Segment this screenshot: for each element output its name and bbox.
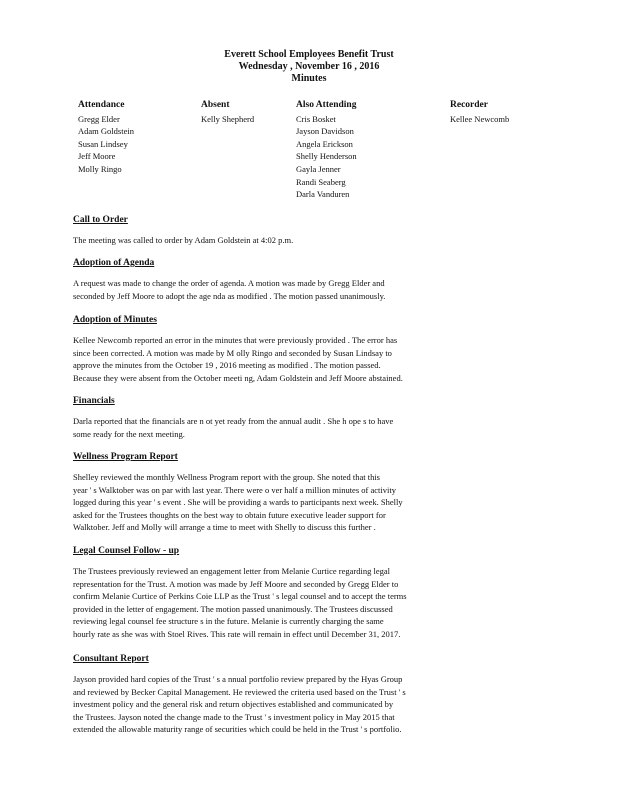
paragraph-line: year ' s Walktober was on par with last year. There were o ver half a million minutes of activity [73,484,396,495]
absent-column [201,99,254,125]
recorder-column [450,99,509,125]
header-trust-name: Everett School Employees Benefit Trust [224,49,394,60]
also-attending-name: Shelly Henderson [296,151,357,162]
also-attending-column [296,99,357,201]
also-attending-name: Darla Vanduren [296,189,350,200]
section-title-financials: Financials [73,396,115,406]
also-attending-name: Gayla Jenner [296,163,341,174]
section-body-consultant-report [73,673,529,736]
attendee-name: Gregg Elder [78,113,120,124]
also-attending-name: Cris Bosket [296,113,336,124]
attendee-name: Adam Goldstein [78,126,134,137]
paragraph-line: Shelley reviewed the monthly Wellness Program report with the group. She noted that this [73,472,380,482]
paragraph-line: Jayson provided hard copies of the Trust ' s a nnual portfolio review prepared by the Hyas Group [73,674,403,684]
section-body-financials [73,415,529,440]
section-title-adoption-of-agenda: Adoption of Agenda [73,258,155,268]
section-body-adoption-of-agenda [73,277,529,302]
paragraph-line: provided in the letter of engagement. The motion passed unanimously. The Trustees discussed [73,603,393,614]
paragraph-line: Darla reported that the financials are n ot yet ready from the annual audit . She h ope s to have [73,416,394,426]
paragraph-line: Because they were absent from the October meeti ng, Adam Goldstein and Jeff Moore abstained. [73,372,403,383]
paragraph-line: investment policy and the general risk and return objectives established and communicated by [73,699,394,709]
section-title-wellness-program-report: Wellness Program Report [73,452,178,462]
paragraph-line: logged during this year ' s event . She will be providing a wards to participants next week. Shelly [73,497,403,507]
paragraph-line: The Trustees previously reviewed an engagement letter from Melanie Curtice regarding legal [73,566,390,576]
header-minutes: Minutes [291,73,327,84]
recorder-name: Kellee Newcomb [450,113,510,124]
paragraph-line: The meeting was called to order by Adam Goldstein at 4:02 p.m. [73,235,294,245]
section-title-legal-counsel-follow-up: Legal Counsel Follow - up [73,546,180,556]
absent-heading: Absent [201,100,230,110]
paragraph-line: representation for the Trust. A motion was made by Jeff Moore and seconded by Gregg Elder to [73,578,399,589]
recorder-heading: Recorder [450,100,488,110]
attendance-column [78,99,134,176]
also-attending-heading: Also Attending [296,100,357,110]
paragraph-line: since been corrected. A motion was made by M olly Ringo and seconded by Susan Lindsay to [73,347,392,358]
section-body-legal-counsel-follow-up [73,565,529,640]
also-attending-name: Randi Seaberg [296,176,346,187]
section-body-adoption-of-minutes [73,334,529,384]
paragraph-line: reviewing legal counsel fee structure s in the future. Melanie is currently charging the same [73,616,384,626]
paragraph-line: Kellee Newcomb reported an error in the minutes that were previously provided . The error has [73,335,398,345]
section-title-adoption-of-minutes: Adoption of Minutes [73,315,157,325]
document-header [0,49,618,85]
absent-name: Kelly Shepherd [201,113,255,124]
also-attending-name: Angela Erickson [296,138,353,149]
paragraph-line: asked for the Trustees thoughts on the best way to obtain future executive leader support for [73,509,386,520]
section-body-call-to-order [73,234,529,247]
also-attending-name: Jayson Davidson [296,126,354,137]
paragraph-line: Walktober. Jeff and Molly will arrange a time to meet with Shelly to discuss this further . [73,522,376,532]
paragraph-line: A request was made to change the order of agenda. A motion was made by Gregg Elder and [73,278,385,288]
paragraph-line: approve the minutes from the October 19 , 2016 meeting as modified . The motion passed. [73,360,381,370]
paragraph-line: confirm Melanie Curtice of Perkins Coie LLP as the Trust ' s legal counsel and to accept the terms [73,591,407,601]
section-title-call-to-order: Call to Order [73,215,128,225]
header-date: Wednesday , November 16 , 2016 [238,61,380,72]
attendee-name: Molly Ringo [78,163,122,174]
attendee-name: Susan Lindsey [78,138,128,149]
paragraph-line: hourly rate as she was with Stoel Rives. This rate will remain in effect until December 31, 2017. [73,628,401,639]
attendee-name: Jeff Moore [78,151,116,162]
section-title-consultant-report: Consultant Report [73,654,149,664]
section-body-wellness-program-report [73,471,529,534]
paragraph-line: some ready for the next meeting. [73,428,185,439]
paragraph-line: seconded by Jeff Moore to adopt the age nda as modified . The motion passed unanimously. [73,290,386,301]
paragraph-line: extended the allowable maturity range of securities which could be held in the Trust ' s portfolio. [73,724,402,734]
paragraph-line: and reviewed by Becker Capital Management. He reviewed the criteria used based on the Trust ' s [73,686,406,697]
paragraph-line: the Trustees. Jayson noted the change made to the Trust ' s investment policy in May 2015 that [73,711,395,722]
attendance-heading: Attendance [78,100,125,110]
